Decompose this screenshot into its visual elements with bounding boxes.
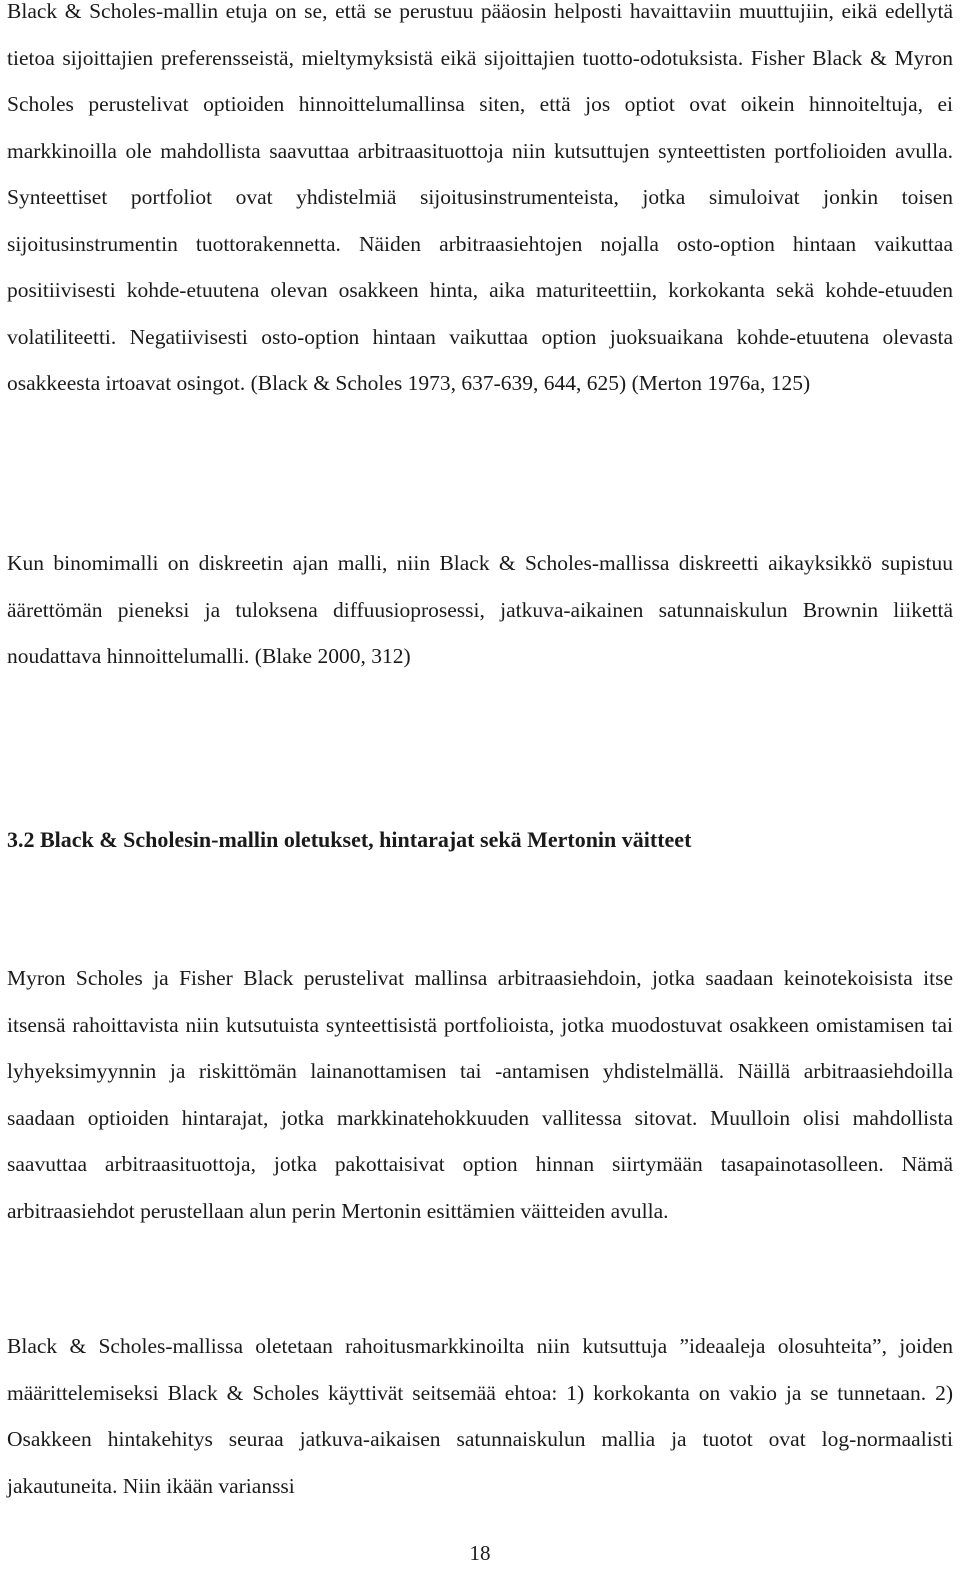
section-heading: 3.2 Black & Scholesin-mallin oletukset, hintarajat sekä Mertonin väitteet bbox=[7, 827, 692, 852]
paragraph-binomial-model: Kun binomimalli on diskreetin ajan malli, niin Black & Scholes-mallissa diskreetti aikayksikkö supistuu äärettömän pieneksi ja tuloksena diffuusioprosessi, jatkuva-aikainen satunnaiskulun Brownin liikettä noudattava hinnoittelumalli. (Blake 2000, 312) bbox=[7, 551, 953, 668]
paragraph-ideal-conditions: Black & Scholes-mallissa oletetaan rahoitusmarkkinoilta niin kutsuttuja ”ideaaleja olosuhteita”, joiden määrittelemiseksi Black & Scholes käyttivät seitsemää ehtoa: 1) korkokanta on vakio ja se tunnetaan. 2) Osakkeen hintakehitys seuraa jatkuva-aikaisen satunnaiskulun mallia ja tuotot ovat log-normaalisti jakautuneita. Niin ikään varianssi bbox=[7, 1334, 953, 1498]
paragraph-arbitrage-intro: Black & Scholes-mallin etuja on se, että se perustuu pääosin helposti havaittaviin muuttujiin, eikä edellytä tietoa sijoittajien preferensseistä, mieltymyksistä eikä sijoittajien tuotto-odotuksista. Fisher Black & Myron Scholes perustelivat optioiden hinnoittelumallinsa siten, että jos optiot ovat oikein hinnoiteltuja, ei markkinoilla ole mahdollista saavuttaa arbitraasituottoja niin kutsuttujen synteettisten portfolioiden avulla. Synteettiset portfoliot ovat yhdistelmiä sijoitusinstrumenteista, jotka simuloivat jonkin toisen sijoitusinstrumentin tuottorakennetta. Näiden arbitraasiehtojen nojalla osto-option hintaan vaikuttaa positiivisesti kohde-etuutena olevan osakkeen hinta, aika maturiteettiin, korkokanta sekä kohde-etuuden volatiliteetti. Negatiivisesti osto-option hintaan vaikuttaa option juoksuaikana kohde-etuutena olevasta osakkeesta irtoavat osingot. (Black & Scholes 1973, 637-639, 644, 625) (Merton 1976a, 125) bbox=[7, 0, 953, 395]
page-number: 18 bbox=[469, 1541, 491, 1565]
paragraph-arbitrage-conditions: Myron Scholes ja Fisher Black perustelivat mallinsa arbitraasiehdoin, jotka saadaan keinotekoisista itse itsensä rahoittavista niin kutsutuista synteettisistä portfolioista, jotka muodostuvat osakkeen omistamisen tai lyhyeksimyynnin ja riskittömän lainanottamisen tai -antamisen yhdistelmällä. Näillä arbitraasiehdoilla saadaan optioiden hintarajat, jotka markkinatehokkuuden vallitessa sitovat. Muulloin olisi mahdollista saavuttaa arbitraasituottoja, jotka pakottaisivat option hinnan siirtymään tasapainotasolleen. Nämä arbitraasiehdot perustellaan alun perin Mertonin esittämien väitteiden avulla. bbox=[7, 966, 953, 1223]
